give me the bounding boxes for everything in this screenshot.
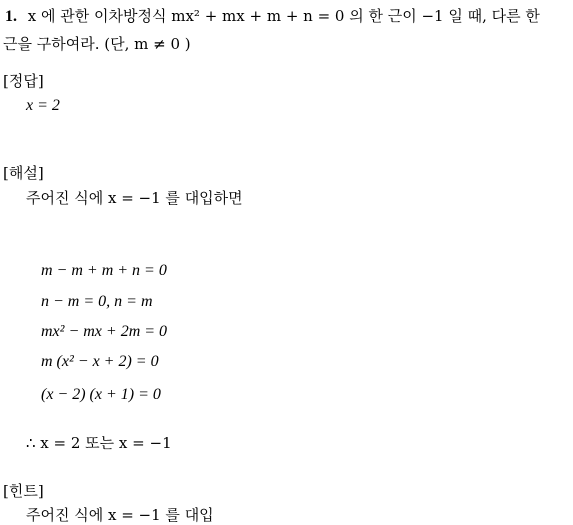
problem-text-line-1: x 에 관한 이차방정식 mx² + mx + m + n = 0 의 한 근이 −1 일 때, 다른 한	[27, 7, 540, 25]
solution-intro: 주어진 식에 x = −1 를 대입하면	[26, 189, 243, 207]
solution-step-2: n − m = 0, n = m	[41, 293, 153, 310]
problem-number: 1.	[5, 8, 17, 25]
solution-step-1: m − m + m + n = 0	[41, 262, 167, 279]
solution-conclusion: ∴ x = 2 또는 x = −1	[26, 434, 172, 452]
solution-step-3: mx² − mx + 2m = 0	[41, 323, 168, 340]
hint-header: [힌트]	[3, 482, 44, 500]
solution-step-5: (x − 2) (x + 1) = 0	[41, 386, 161, 403]
answer-value: x = 2	[26, 97, 60, 114]
solution-step-4: m (x² − x + 2) = 0	[41, 353, 159, 370]
problem-statement-line-2: 근을 구하여라. (단, m ≠ 0 )	[3, 35, 191, 53]
solution-header: [해설]	[3, 164, 44, 182]
hint-text: 주어진 식에 x = −1 를 대입	[26, 506, 214, 524]
answer-header: [정답]	[3, 72, 44, 90]
problem-statement-line-1	[5, 6, 540, 27]
